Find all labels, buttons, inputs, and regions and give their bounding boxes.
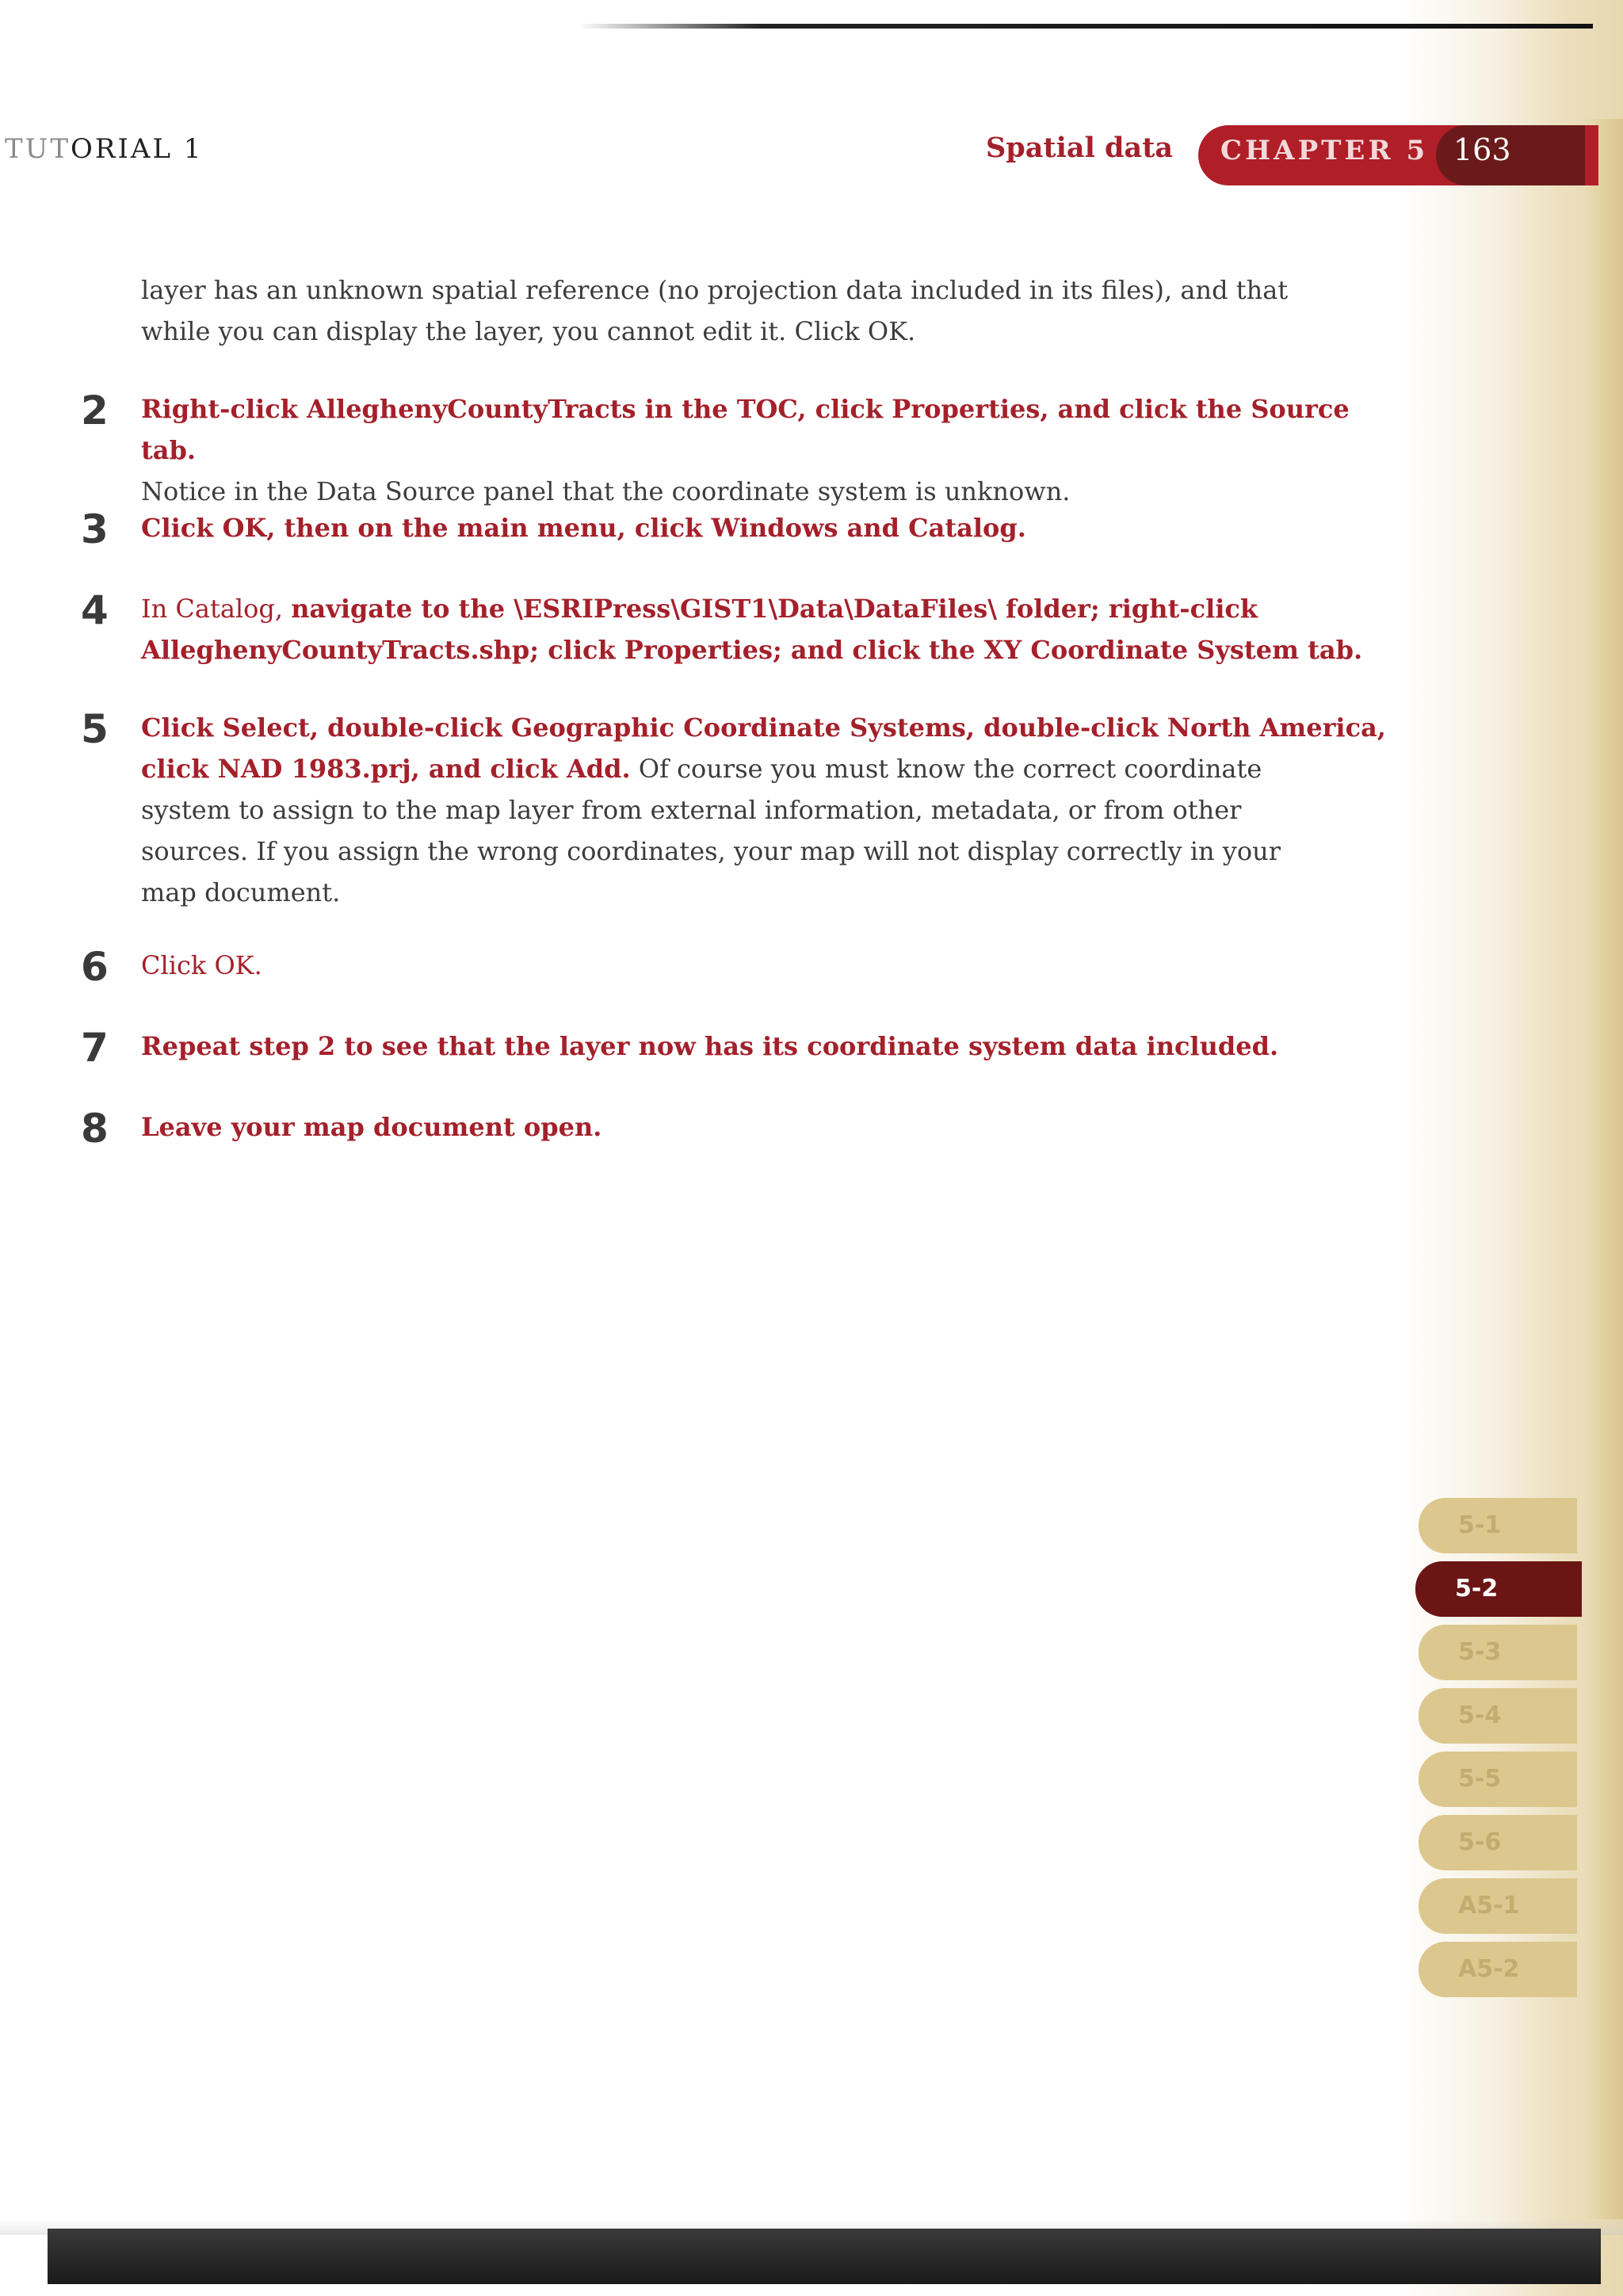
step-action-rest: navigate to the \ESRIPress\GIST1\Data\DataFiles\ folder; right-click [291,594,1258,624]
page-number: 163 [1453,132,1511,167]
step-note: map document. [141,877,341,907]
step-7 [81,1025,1409,1071]
tab-5-2[interactable]: 5-2 [1415,1561,1582,1617]
intro-paragraph [141,269,1409,352]
intro-line: while you can display the layer, you cannot edit it. Click OK. [141,316,916,346]
step-note: Notice in the Data Source panel that the coordinate system is unknown. [141,476,1071,506]
tab-5-1[interactable]: 5-1 [1419,1498,1577,1553]
tab-a5-1[interactable]: A5-1 [1419,1878,1577,1934]
step-2 [81,388,1409,512]
page-edge [1585,119,1623,2219]
step-action: click NAD 1983.prj, and click Add. [141,754,631,784]
step-action: Repeat step 2 to see that the layer now has its coordinate system data included. [141,1031,1279,1061]
step-3 [81,506,1409,552]
intro-line: layer has an unknown spatial reference (no projection data included in its files), and that [141,275,1289,305]
step-number: 2 [81,388,109,434]
top-rule [579,24,1593,29]
step-action: Click Select, double-click Geographic Coordinate Systems, double-click North America, [141,712,1386,743]
step-number: 6 [81,944,109,990]
step-action: Click OK. [141,950,262,980]
step-5 [81,706,1409,913]
tab-5-5[interactable]: 5-5 [1419,1752,1577,1807]
step-note: system to assign to the map layer from external information, metadata, or from other [141,795,1242,825]
tutorial-label [5,133,204,165]
section-title: Spatial data [986,132,1174,164]
step-4 [81,587,1409,670]
step-action-prefix: In Catalog, [141,594,292,624]
step-number: 5 [81,706,109,752]
step-number: 3 [81,506,109,552]
tab-5-4[interactable]: 5-4 [1419,1688,1577,1744]
tab-5-3[interactable]: 5-3 [1419,1625,1577,1680]
tab-5-6[interactable]: 5-6 [1419,1815,1577,1870]
chapter-label: CHAPTER 5 [1220,135,1429,166]
bottom-shadow [48,2229,1601,2284]
step-action-line [141,748,1409,789]
step-action-line [141,588,1409,629]
step-number: 7 [81,1025,109,1071]
step-action: Right-click AlleghenyCountyTracts in the TOC, click Properties, and click the Source tab. [141,394,1350,465]
step-inline-note: Of course you must know the correct coordinate [638,754,1262,784]
step-6 [81,944,1409,990]
tab-a5-2[interactable]: A5-2 [1419,1942,1577,1997]
step-action: AlleghenyCountyTracts.shp; click Properties; and click the XY Coordinate System tab. [141,635,1363,665]
tutorial-label-faded: TUT [5,133,71,165]
step-number: 8 [81,1106,109,1152]
tutorial-label-rest: ORIAL 1 [71,133,204,165]
step-note: sources. If you assign the wrong coordinates, your map will not display correctly in your [141,836,1281,866]
step-action: Leave your map document open. [141,1112,602,1142]
step-action: Click OK, then on the main menu, click Windows and Catalog. [141,513,1026,543]
step-8 [81,1106,1409,1152]
step-number: 4 [81,587,109,633]
